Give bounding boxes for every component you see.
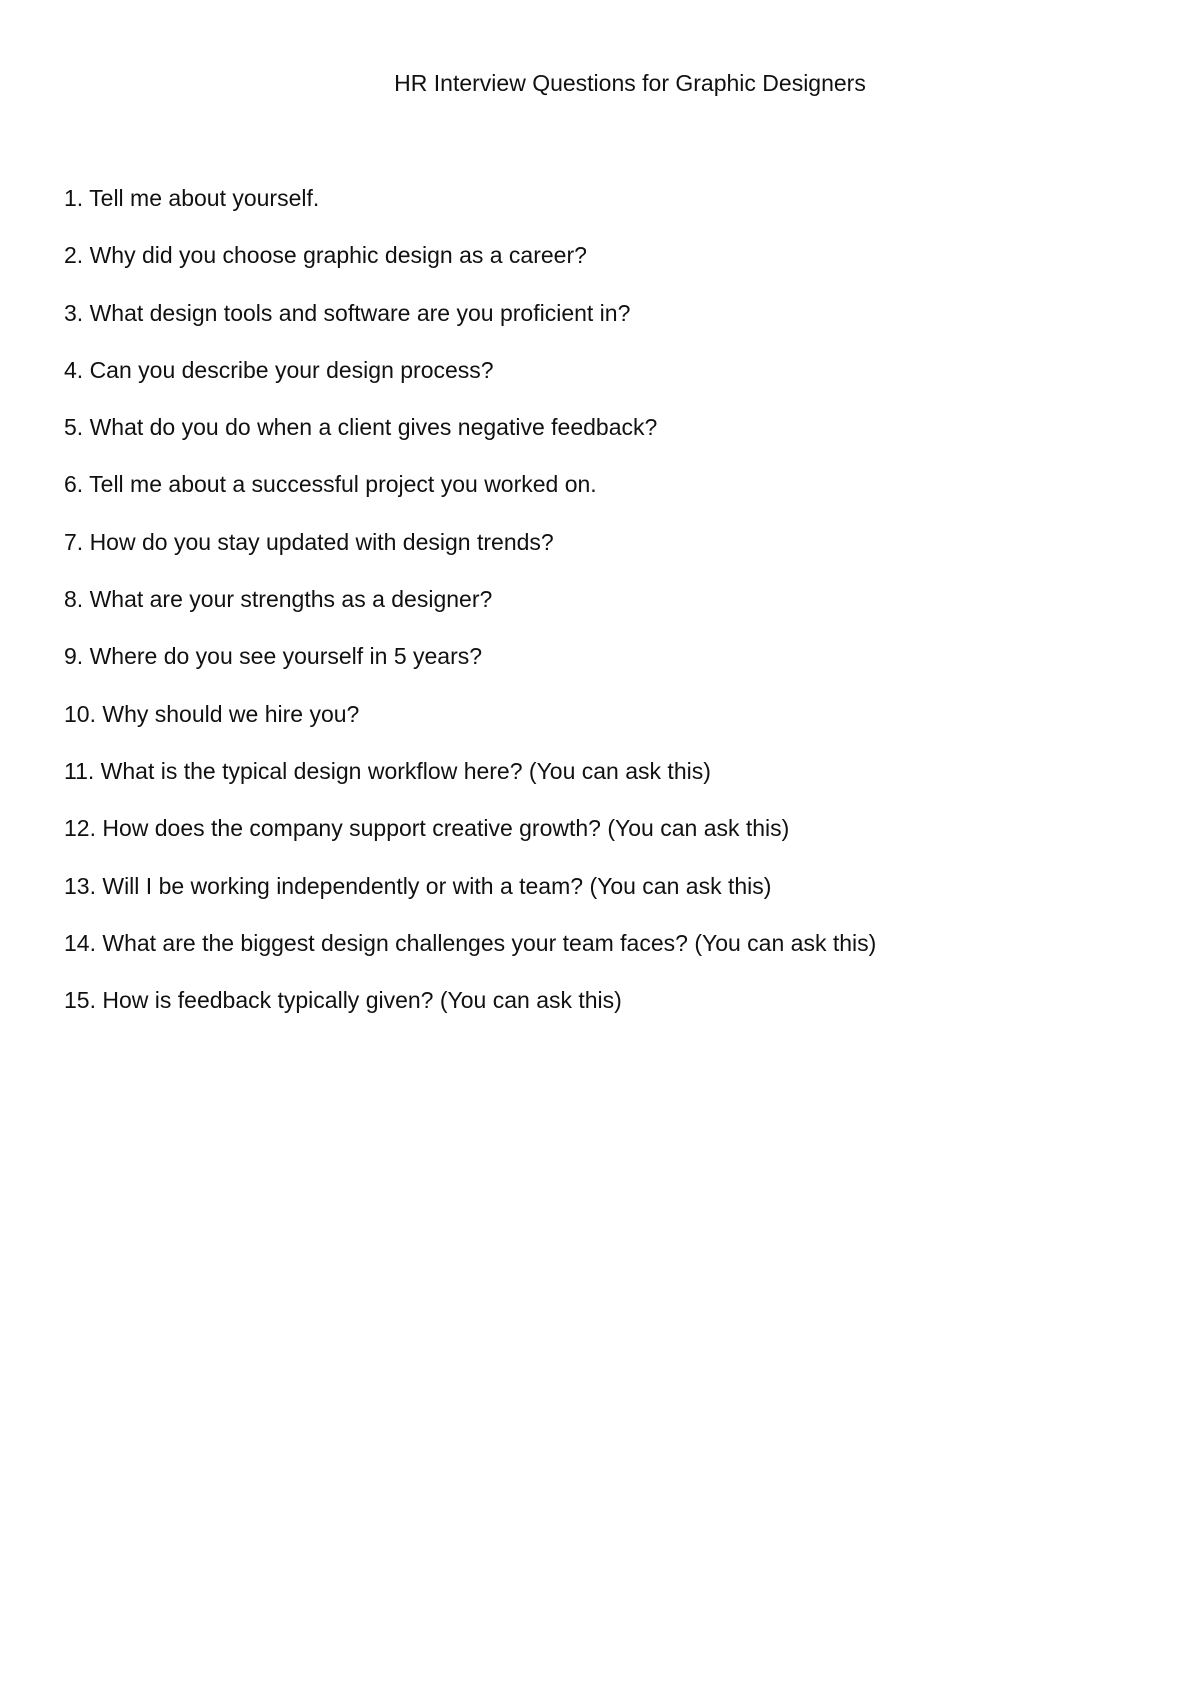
question-item: 2. Why did you choose graphic design as a career? — [64, 242, 587, 269]
question-item: 4. Can you describe your design process? — [64, 356, 494, 383]
question-item: 11. What is the typical design workflow here? (You can ask this) — [64, 757, 711, 784]
question-item: 15. How is feedback typically given? (You can ask this) — [64, 987, 622, 1014]
page-title: HR Interview Questions for Graphic Designers — [394, 70, 866, 96]
question-item: 3. What design tools and software are you proficient in? — [64, 299, 631, 326]
question-item: 12. How does the company support creative growth? (You can ask this) — [64, 815, 790, 842]
question-item: 8. What are your strengths as a designer? — [64, 586, 493, 613]
question-item: 10. Why should we hire you? — [64, 700, 360, 727]
question-item: 9. Where do you see yourself in 5 years? — [64, 643, 483, 670]
question-item: 7. How do you stay updated with design trends? — [64, 528, 554, 555]
question-item: 1. Tell me about yourself. — [64, 185, 320, 211]
question-item: 6. Tell me about a successful project you worked on. — [64, 471, 597, 498]
question-item: 14. What are the biggest design challenges your team faces? (You can ask this) — [64, 929, 877, 956]
question-item: 5. What do you do when a client gives negative feedback? — [64, 414, 658, 441]
question-list — [64, 183, 876, 1042]
question-item: 13. Will I be working independently or with a team? (You can ask this) — [64, 872, 772, 899]
